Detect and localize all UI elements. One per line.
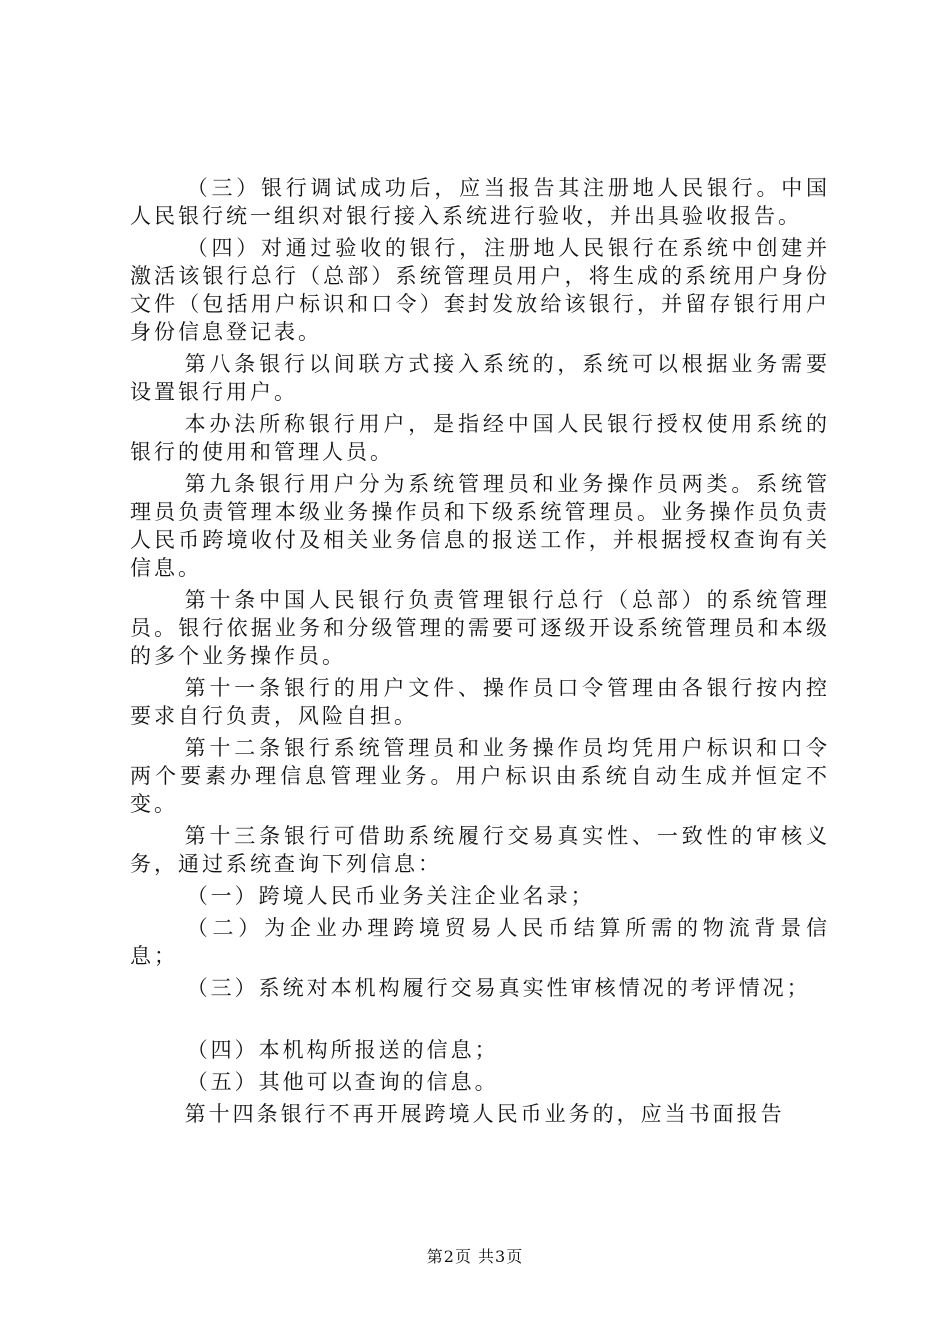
paragraph-article-14: 第十四条银行不再开展跨境人民币业务的，应当书面报告 (184, 1102, 785, 1126)
list-item-4: （四）本机构所报送的信息； (186, 1038, 499, 1062)
list-item-1: （一）跨境人民币业务关注企业名录； (186, 884, 595, 908)
paragraph-article-13: 第十三条银行可借助系统履行交易真实性、一致性的审核义务，通过系统查询下列信息： (130, 824, 830, 876)
list-item-2: （二）为企业办理跨境贸易人民币结算所需的物流背景信息； (130, 916, 830, 968)
paragraph-bank-user-definition: 本办法所称银行用户，是指经中国人民银行授权使用系统的银行的使用和管理人员。 (130, 412, 830, 464)
list-item-3: （三）系统对本机构履行交易真实性审核情况的考评情况； (186, 976, 811, 1000)
paragraph-article-12: 第十二条银行系统管理员和业务操作员均凭用户标识和口令两个要素办理信息管理业务。用户标识由系统自动生成并恒定不变。 (130, 736, 830, 816)
paragraph-article-9: 第九条银行用户分为系统管理员和业务操作员两类。系统管理员负责管理本级业务操作员和下级系统管理员。业务操作员负责人民币跨境收付及相关业务信息的报送工作，并根据授权查询有关信息。 (130, 472, 830, 580)
paragraph-article-10: 第十条中国人民银行负责管理银行总行（总部）的系统管理员。银行依据业务和分级管理的需要可逐级开设系统管理员和本级的多个业务操作员。 (130, 588, 830, 668)
list-item-5: （五）其他可以查询的信息。 (186, 1070, 499, 1094)
paragraph-4-clause: （四）对通过验收的银行，注册地人民银行在系统中创建并激活该银行总行（总部）系统管理员用户，将生成的系统用户身份文件（包括用户标识和口令）套封发放给该银行，并留存银行用户身份信息登记表。 (130, 236, 830, 344)
paragraph-3-clause: （三）银行调试成功后，应当报告其注册地人民银行。中国人民银行统一组织对银行接入系统进行验收，并出具验收报告。 (130, 176, 830, 228)
page-number-footer: 第2页 共3页 (426, 1247, 524, 1266)
paragraph-article-11: 第十一条银行的用户文件、操作员口令管理由各银行按内控要求自行负责，风险自担。 (130, 676, 830, 728)
paragraph-article-8: 第八条银行以间联方式接入系统的，系统可以根据业务需要设置银行用户。 (130, 352, 830, 404)
document-body (130, 174, 830, 1132)
